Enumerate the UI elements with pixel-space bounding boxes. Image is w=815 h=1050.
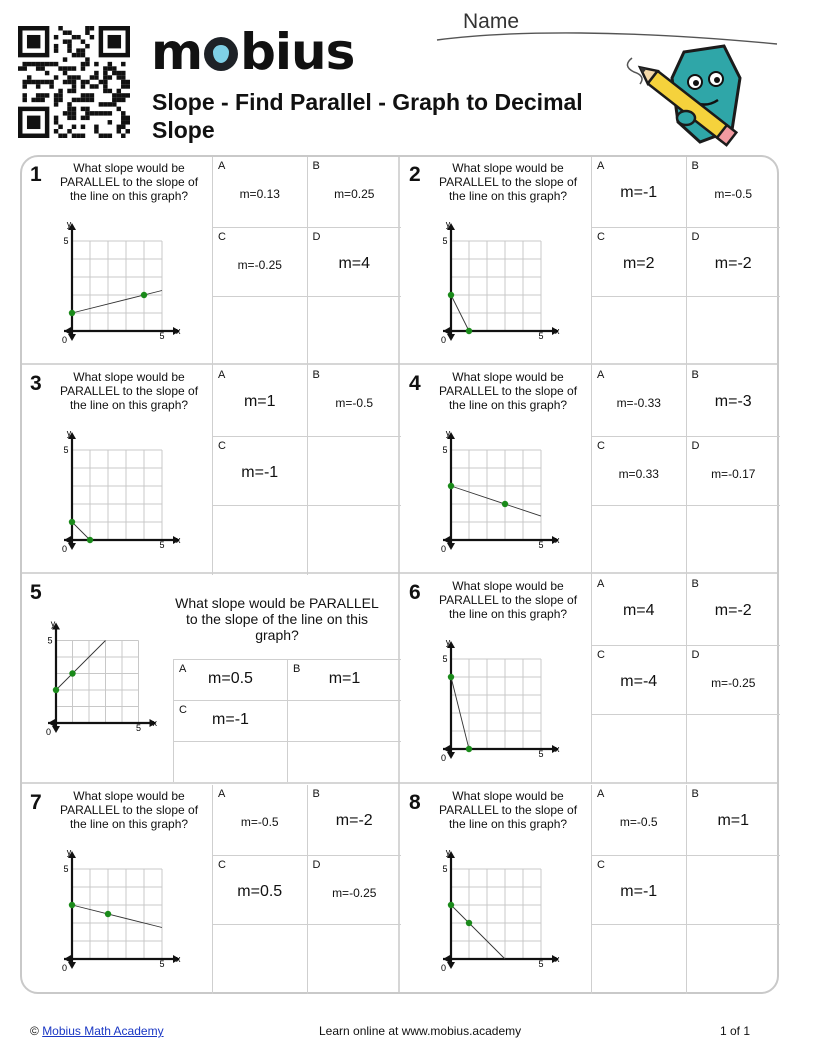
answer-box (591, 714, 686, 784)
x-tick-label: 5 (538, 959, 544, 969)
answer-box (212, 296, 307, 366)
y-tick-label: 5 (442, 445, 448, 455)
graph-grid (56, 641, 139, 724)
choice-value: m=4 (622, 602, 655, 619)
choice-letter: D (691, 439, 700, 452)
coordinate-graph (423, 841, 563, 981)
x-tick-label: 5 (538, 331, 544, 341)
graph-line (72, 522, 90, 540)
answer-choice-a[interactable] (173, 659, 287, 700)
answer-box (287, 700, 401, 741)
choice-value: m=-1 (212, 711, 249, 728)
coordinate-graph (44, 422, 184, 562)
y-axis-arrow-down-icon (52, 726, 60, 733)
graph-point (502, 501, 508, 507)
choice-value: m=1 (717, 812, 750, 829)
choice-letter: A (597, 160, 605, 172)
choice-letter: A (179, 663, 187, 675)
answer-choice-c[interactable] (591, 436, 686, 506)
answer-choice-c[interactable] (591, 855, 686, 925)
choice-value: m=-0.33 (616, 396, 661, 410)
choice-letter: C (218, 858, 226, 871)
choice-value: m=-2 (714, 254, 752, 272)
choice-value: m=-2 (714, 602, 752, 619)
problem-number: 6 (409, 581, 421, 604)
problem-2 (401, 157, 780, 366)
x-tick-label: 5 (538, 749, 544, 759)
mobius-logo: m bius (151, 23, 355, 81)
mobius-academy-link[interactable]: Mobius Math Academy (42, 1024, 164, 1038)
problem-7 (22, 785, 401, 994)
graph-line (56, 641, 106, 691)
answer-box (212, 505, 307, 575)
origin-label: 0 (62, 963, 68, 973)
choice-letter: B (312, 788, 320, 800)
choice-letter: A (218, 788, 226, 800)
answer-choice-a[interactable] (591, 575, 686, 645)
y-tick-label: 5 (63, 445, 69, 455)
y-axis-arrow-down-icon (68, 543, 76, 550)
answer-choice-c[interactable] (173, 700, 287, 741)
problem-prompt: What slope would be PARALLEL to the slope of the line on this graph? (438, 579, 578, 621)
answer-box (686, 714, 781, 784)
answer-choice-c[interactable] (212, 436, 307, 506)
answer-choice-d[interactable] (307, 227, 402, 297)
graph-grid (451, 659, 541, 749)
answer-choice-b[interactable] (307, 157, 402, 227)
y-tick-label: 5 (442, 864, 448, 874)
x-tick-label: 5 (159, 331, 165, 341)
footer-page-number: 1 of 1 (720, 1024, 751, 1038)
answer-box (591, 505, 686, 575)
choice-value: m=-0.5 (619, 815, 658, 829)
answer-box (686, 855, 781, 925)
answer-choice-c[interactable] (591, 227, 686, 297)
graph-point (69, 902, 75, 908)
y-axis-label: y (66, 219, 72, 229)
choice-letter: B (691, 160, 699, 172)
x-axis-label: x (555, 326, 560, 336)
choice-letter: B (293, 663, 301, 675)
answer-choice-c[interactable] (212, 227, 307, 297)
answer-choice-b[interactable] (686, 575, 781, 645)
origin-label: 0 (441, 544, 447, 554)
y-tick-label: 5 (63, 236, 69, 246)
answer-choice-b[interactable] (686, 785, 781, 855)
graph-point (69, 519, 75, 525)
answer-choice-a[interactable] (212, 157, 307, 227)
problem-number: 3 (30, 372, 42, 395)
choice-letter: A (597, 369, 605, 381)
graph-point (105, 911, 111, 917)
coordinate-graph (44, 841, 184, 981)
problem-prompt: What slope would be PARALLEL to the slope of the line on this graph? (175, 595, 379, 643)
graph-line (451, 486, 541, 516)
choice-letter: D (691, 648, 700, 661)
graph-line (451, 905, 505, 959)
graph-point (69, 670, 75, 676)
y-axis-label: y (445, 847, 451, 857)
choice-value: m=0.5 (237, 882, 283, 900)
choice-value: m=-0.5 (714, 187, 753, 201)
problem-4 (401, 366, 780, 575)
choice-value: m=-0.25 (237, 257, 282, 272)
origin-label: 0 (441, 753, 447, 763)
answer-box (686, 924, 781, 994)
choice-value: m=-1 (620, 184, 658, 201)
choice-value: m=-0.25 (711, 675, 756, 690)
choice-value: m=4 (338, 254, 371, 272)
origin-label: 0 (441, 335, 447, 345)
graph-point (466, 328, 472, 334)
x-axis-arrow-left-icon (48, 719, 55, 727)
answer-box (307, 296, 402, 366)
x-axis-arrow-left-icon (64, 955, 71, 963)
choice-letter: C (597, 648, 605, 661)
x-axis-arrow-left-icon (64, 536, 71, 544)
problem-number: 4 (409, 372, 421, 395)
answer-choice-a[interactable] (212, 366, 307, 436)
mascot-pencil-icon (612, 38, 762, 154)
problem-prompt: What slope would be PARALLEL to the slope of the line on this graph? (59, 370, 199, 412)
x-axis-arrow-left-icon (443, 536, 450, 544)
answer-choice-d[interactable] (686, 645, 781, 715)
graph-point (466, 920, 472, 926)
choice-letter: C (179, 704, 187, 716)
y-axis-label: y (66, 847, 72, 857)
choice-letter: B (312, 160, 320, 172)
problem-prompt: What slope would be PARALLEL to the slope of the line on this graph? (438, 370, 578, 412)
graph-point (448, 674, 454, 680)
answer-box (307, 505, 402, 575)
answer-choice-a[interactable] (212, 785, 307, 855)
answer-choice-b[interactable] (287, 659, 401, 700)
answer-choice-a[interactable] (591, 366, 686, 436)
problem-3 (22, 366, 401, 575)
y-tick-label: 5 (442, 236, 448, 246)
problem-5 (22, 575, 401, 784)
x-tick-label: 5 (159, 540, 165, 550)
choice-value: m=-0.17 (711, 466, 756, 481)
graph-grid (451, 450, 541, 540)
name-label: Name (463, 10, 520, 33)
answer-choice-d[interactable] (307, 855, 402, 925)
coordinate-graph (32, 621, 172, 741)
origin-label: 0 (62, 335, 68, 345)
y-axis-label: y (445, 637, 451, 647)
y-axis-label: y (445, 428, 451, 438)
origin-label: 0 (46, 727, 52, 737)
y-axis-label: y (66, 428, 72, 438)
choice-letter: D (691, 230, 700, 243)
choice-value: m=-0.5 (240, 815, 279, 829)
graph-line (72, 291, 162, 314)
answer-box (173, 741, 287, 782)
problem-1 (22, 157, 401, 366)
choice-value: m=0.13 (239, 187, 280, 201)
graph-point (448, 292, 454, 298)
graph-grid (451, 869, 541, 959)
choice-value: m=0.25 (334, 187, 375, 201)
choice-value: m=1 (243, 393, 276, 410)
y-axis-arrow-down-icon (447, 962, 455, 969)
y-axis-arrow-down-icon (68, 962, 76, 969)
choice-letter: B (691, 369, 699, 381)
answer-box (307, 436, 402, 506)
problem-number: 2 (409, 163, 421, 186)
graph-point (87, 537, 93, 543)
graph-point (448, 902, 454, 908)
graph-point (141, 292, 147, 298)
y-axis-arrow-down-icon (447, 752, 455, 759)
choice-letter: C (597, 230, 605, 243)
choice-value: m=-4 (620, 672, 658, 690)
qr-code (18, 26, 130, 138)
choice-value: m=2 (622, 254, 655, 272)
answer-box (591, 296, 686, 366)
logo-drop-icon (204, 37, 238, 71)
footer-learn-online: Learn online at www.mobius.academy (319, 1024, 522, 1038)
choice-letter: A (218, 369, 226, 381)
graph-point (448, 483, 454, 489)
y-axis-label: y (445, 219, 451, 229)
choice-value: m=-3 (714, 393, 752, 410)
answer-box (591, 924, 686, 994)
problem-prompt: What slope would be PARALLEL to the slope of the line on this graph? (59, 789, 199, 831)
answer-choice-a[interactable] (591, 785, 686, 855)
graph-grid (451, 241, 541, 331)
graph-point (53, 687, 59, 693)
choice-letter: D (312, 858, 321, 871)
x-axis-arrow-left-icon (443, 745, 450, 753)
answer-choice-d[interactable] (686, 227, 781, 297)
x-axis-arrow-left-icon (443, 327, 450, 335)
problem-6 (401, 575, 780, 784)
x-axis-label: x (555, 954, 560, 964)
origin-label: 0 (62, 544, 68, 554)
answer-choice-c[interactable] (212, 855, 307, 925)
graph-grid (72, 450, 162, 540)
problem-number: 7 (30, 791, 42, 814)
choice-letter: B (312, 369, 320, 381)
y-tick-label: 5 (47, 635, 53, 646)
x-axis-label: x (176, 954, 181, 964)
choice-letter: A (597, 788, 605, 800)
answer-box (212, 924, 307, 994)
x-axis-label: x (555, 744, 560, 754)
x-tick-label: 5 (135, 723, 142, 733)
choice-letter: C (218, 230, 226, 243)
choice-value: m=-1 (620, 882, 658, 900)
answer-box (307, 924, 402, 994)
graph-grid (72, 241, 162, 331)
choice-letter: B (691, 578, 699, 590)
choice-value: m=1 (328, 670, 361, 687)
x-tick-label: 5 (159, 959, 165, 969)
graph-line (72, 905, 162, 928)
problem-prompt: What slope would be PARALLEL to the slope of the line on this graph? (438, 789, 578, 831)
origin-label: 0 (441, 963, 447, 973)
choice-value: m=-1 (241, 463, 279, 481)
answer-box (686, 296, 781, 366)
choice-value: m=-2 (335, 812, 373, 829)
footer-copyright: © Mobius Math Academy (30, 1024, 164, 1038)
answer-choice-a[interactable] (591, 157, 686, 227)
y-axis-arrow-down-icon (447, 334, 455, 341)
graph-grid (72, 869, 162, 959)
problem-number: 8 (409, 791, 421, 814)
x-tick-label: 5 (538, 540, 544, 550)
coordinate-graph (44, 213, 184, 353)
choice-letter: D (312, 230, 321, 243)
x-axis-label: x (176, 535, 181, 545)
choice-letter: C (597, 858, 605, 871)
page-title: Slope - Find Parallel - Graph to Decimal Slope (152, 89, 583, 143)
answer-choice-c[interactable] (591, 645, 686, 715)
x-axis-arrow-left-icon (64, 327, 71, 335)
y-axis-arrow-down-icon (447, 543, 455, 550)
x-axis-arrow-left-icon (443, 955, 450, 963)
answer-choice-b[interactable] (307, 366, 402, 436)
choice-value: m=0.5 (208, 670, 253, 687)
y-axis-label: y (50, 621, 56, 629)
coordinate-graph (423, 631, 563, 771)
choice-letter: A (597, 578, 605, 590)
choice-letter: A (218, 160, 226, 172)
answer-box (287, 741, 401, 782)
problem-number: 5 (30, 581, 42, 604)
choice-value: m=-0.25 (332, 885, 377, 900)
choice-value: m=0.33 (618, 466, 659, 481)
choice-value: m=-0.5 (335, 396, 374, 410)
y-axis-arrow-down-icon (68, 334, 76, 341)
worksheet (20, 155, 779, 994)
graph-point (466, 746, 472, 752)
problem-prompt: What slope would be PARALLEL to the slope of the line on this graph? (438, 161, 578, 203)
coordinate-graph (423, 213, 563, 353)
x-axis-label: x (176, 326, 181, 336)
answer-choice-b[interactable] (686, 366, 781, 436)
choice-letter: B (691, 788, 699, 800)
problem-8 (401, 785, 780, 994)
answer-box (686, 505, 781, 575)
y-tick-label: 5 (63, 864, 69, 874)
y-tick-label: 5 (442, 654, 448, 664)
problem-number: 1 (30, 163, 42, 186)
graph-point (69, 310, 75, 316)
answer-choice-b[interactable] (686, 157, 781, 227)
choice-letter: C (218, 439, 226, 452)
x-axis-label: x (555, 535, 560, 545)
answer-choice-d[interactable] (686, 436, 781, 506)
choice-letter: C (597, 439, 605, 452)
x-axis-label: x (152, 718, 157, 728)
answer-choice-b[interactable] (307, 785, 402, 855)
problem-prompt: What slope would be PARALLEL to the slope of the line on this graph? (59, 161, 199, 203)
coordinate-graph (423, 422, 563, 562)
